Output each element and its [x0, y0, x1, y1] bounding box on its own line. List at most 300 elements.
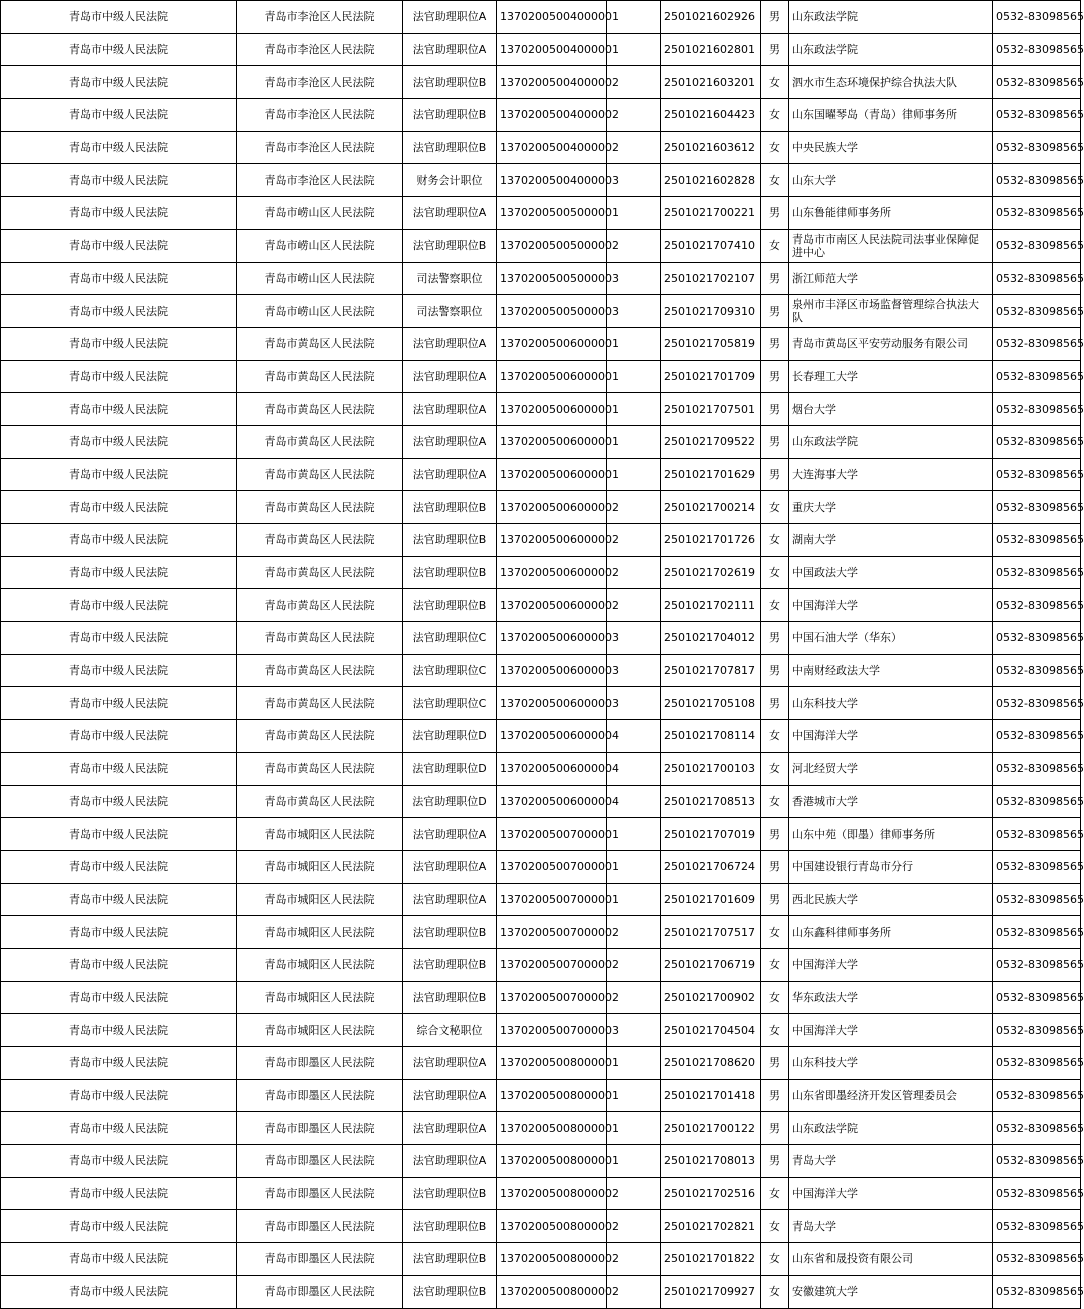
position-code-cell: 13702005008000001	[497, 1047, 607, 1080]
gender-cell: 男	[761, 33, 789, 66]
exam-number-cell: 2501021708013	[661, 1145, 761, 1178]
phone-cell: 0532-83098565	[993, 622, 1081, 655]
parent-court-cell: 青岛市中级人民法院	[1, 916, 237, 949]
phone-cell: 0532-83098565	[993, 948, 1081, 981]
phone-cell: 0532-83098565	[993, 1, 1081, 34]
position-code-cell: 13702005007000001	[497, 818, 607, 851]
parent-court-cell: 青岛市中级人民法院	[1, 197, 237, 230]
workplace-cell: 山东政法学院	[789, 33, 993, 66]
table-row	[1, 622, 1081, 655]
court-cell: 青岛市城阳区人民法院	[237, 916, 403, 949]
court-cell: 青岛市即墨区人民法院	[237, 1243, 403, 1276]
workplace-cell: 中国海洋大学	[789, 589, 993, 622]
table-row	[1, 458, 1081, 491]
workplace-cell: 中国海洋大学	[789, 720, 993, 753]
parent-court-cell: 青岛市中级人民法院	[1, 164, 237, 197]
table-row	[1, 425, 1081, 458]
table-row	[1, 1014, 1081, 1047]
parent-court-cell: 青岛市中级人民法院	[1, 425, 237, 458]
position-code-cell: 13702005008000001	[497, 1079, 607, 1112]
phone-cell: 0532-83098565	[993, 687, 1081, 720]
exam-number-cell: 2501021702821	[661, 1210, 761, 1243]
gender-cell: 女	[761, 1014, 789, 1047]
exam-number-cell: 2501021702516	[661, 1177, 761, 1210]
position-cell: 法官助理职位A	[403, 458, 497, 491]
workplace-cell: 香港城市大学	[789, 785, 993, 818]
position-code-cell: 13702005004000002	[497, 131, 607, 164]
phone-cell: 0532-83098565	[993, 1210, 1081, 1243]
position-cell: 法官助理职位C	[403, 687, 497, 720]
table-row	[1, 229, 1081, 262]
phone-cell: 0532-83098565	[993, 818, 1081, 851]
court-cell: 青岛市黄岛区人民法院	[237, 622, 403, 655]
exam-number-cell: 2501021702619	[661, 556, 761, 589]
phone-cell: 0532-83098565	[993, 1243, 1081, 1276]
exam-number-cell: 2501021704012	[661, 622, 761, 655]
gender-cell: 女	[761, 1243, 789, 1276]
table-row	[1, 818, 1081, 851]
parent-court-cell: 青岛市中级人民法院	[1, 524, 237, 557]
parent-court-cell: 青岛市中级人民法院	[1, 327, 237, 360]
exam-number-cell: 2501021706724	[661, 850, 761, 883]
position-code-cell: 13702005004000003	[497, 164, 607, 197]
exam-number-cell: 2501021604423	[661, 99, 761, 132]
table-row	[1, 654, 1081, 687]
position-cell: 法官助理职位B	[403, 948, 497, 981]
position-code-cell: 13702005006000004	[497, 720, 607, 753]
court-cell: 青岛市李沧区人民法院	[237, 131, 403, 164]
position-cell: 司法警察职位	[403, 295, 497, 328]
position-code-cell: 13702005008000001	[497, 1112, 607, 1145]
position-code-cell: 13702005007000003	[497, 1014, 607, 1047]
table-row	[1, 1, 1081, 34]
position-cell: 法官助理职位B	[403, 66, 497, 99]
table-row	[1, 1243, 1081, 1276]
phone-cell: 0532-83098565	[993, 720, 1081, 753]
phone-cell: 0532-83098565	[993, 295, 1081, 328]
phone-cell: 0532-83098565	[993, 1112, 1081, 1145]
parent-court-cell: 青岛市中级人民法院	[1, 687, 237, 720]
gender-cell: 男	[761, 818, 789, 851]
exam-number-cell: 2501021707019	[661, 818, 761, 851]
parent-court-cell: 青岛市中级人民法院	[1, 752, 237, 785]
position-code-cell: 13702005005000003	[497, 295, 607, 328]
gender-cell: 男	[761, 262, 789, 295]
phone-cell: 0532-83098565	[993, 491, 1081, 524]
court-cell: 青岛市黄岛区人民法院	[237, 393, 403, 426]
workplace-cell: 大连海事大学	[789, 458, 993, 491]
workplace-cell: 华东政法大学	[789, 981, 993, 1014]
phone-cell: 0532-83098565	[993, 393, 1081, 426]
phone-cell: 0532-83098565	[993, 458, 1081, 491]
parent-court-cell: 青岛市中级人民法院	[1, 229, 237, 262]
phone-cell: 0532-83098565	[993, 981, 1081, 1014]
court-cell: 青岛市黄岛区人民法院	[237, 360, 403, 393]
court-cell: 青岛市即墨区人民法院	[237, 1047, 403, 1080]
gender-cell: 男	[761, 883, 789, 916]
workplace-cell: 山东政法学院	[789, 1, 993, 34]
position-code-cell: 13702005006000001	[497, 393, 607, 426]
parent-court-cell: 青岛市中级人民法院	[1, 458, 237, 491]
court-cell: 青岛市城阳区人民法院	[237, 850, 403, 883]
table-row	[1, 491, 1081, 524]
position-cell: 法官助理职位A	[403, 1, 497, 34]
exam-number-cell: 2501021709522	[661, 425, 761, 458]
exam-number-cell: 2501021701726	[661, 524, 761, 557]
parent-court-cell: 青岛市中级人民法院	[1, 850, 237, 883]
workplace-cell: 中国海洋大学	[789, 1014, 993, 1047]
court-cell: 青岛市城阳区人民法院	[237, 981, 403, 1014]
phone-cell: 0532-83098565	[993, 556, 1081, 589]
court-cell: 青岛市黄岛区人民法院	[237, 785, 403, 818]
exam-number-cell: 2501021705819	[661, 327, 761, 360]
workplace-cell: 山东中苑（即墨）律师事务所	[789, 818, 993, 851]
exam-number-cell: 2501021704504	[661, 1014, 761, 1047]
parent-court-cell: 青岛市中级人民法院	[1, 262, 237, 295]
position-code-cell: 13702005004000002	[497, 66, 607, 99]
court-cell: 青岛市黄岛区人民法院	[237, 720, 403, 753]
position-code-cell: 13702005006000001	[497, 360, 607, 393]
court-cell: 青岛市城阳区人民法院	[237, 948, 403, 981]
parent-court-cell: 青岛市中级人民法院	[1, 785, 237, 818]
gender-cell: 女	[761, 916, 789, 949]
position-code-cell: 13702005006000003	[497, 687, 607, 720]
position-code-cell: 13702005007000002	[497, 948, 607, 981]
workplace-cell: 青岛大学	[789, 1210, 993, 1243]
parent-court-cell: 青岛市中级人民法院	[1, 66, 237, 99]
table-row	[1, 99, 1081, 132]
court-cell: 青岛市即墨区人民法院	[237, 1145, 403, 1178]
position-cell: 法官助理职位A	[403, 33, 497, 66]
parent-court-cell: 青岛市中级人民法院	[1, 654, 237, 687]
phone-cell: 0532-83098565	[993, 752, 1081, 785]
exam-number-cell: 2501021702107	[661, 262, 761, 295]
parent-court-cell: 青岛市中级人民法院	[1, 1112, 237, 1145]
phone-cell: 0532-83098565	[993, 131, 1081, 164]
table-row	[1, 66, 1081, 99]
gender-cell: 男	[761, 327, 789, 360]
parent-court-cell: 青岛市中级人民法院	[1, 556, 237, 589]
parent-court-cell: 青岛市中级人民法院	[1, 1145, 237, 1178]
court-cell: 青岛市黄岛区人民法院	[237, 524, 403, 557]
phone-cell: 0532-83098565	[993, 1014, 1081, 1047]
workplace-cell: 山东省和晟投资有限公司	[789, 1243, 993, 1276]
position-cell: 法官助理职位D	[403, 720, 497, 753]
gender-cell: 女	[761, 229, 789, 262]
position-code-cell: 13702005006000002	[497, 491, 607, 524]
exam-number-cell: 2501021707817	[661, 654, 761, 687]
position-code-cell: 13702005006000003	[497, 622, 607, 655]
gender-cell: 女	[761, 66, 789, 99]
position-cell: 法官助理职位A	[403, 197, 497, 230]
workplace-cell: 重庆大学	[789, 491, 993, 524]
gender-cell: 女	[761, 131, 789, 164]
phone-cell: 0532-83098565	[993, 229, 1081, 262]
table-row	[1, 524, 1081, 557]
exam-number-cell: 2501021602828	[661, 164, 761, 197]
court-cell: 青岛市李沧区人民法院	[237, 1, 403, 34]
table-row	[1, 1275, 1081, 1308]
exam-number-cell: 2501021709310	[661, 295, 761, 328]
court-cell: 青岛市即墨区人民法院	[237, 1079, 403, 1112]
gender-cell: 男	[761, 393, 789, 426]
phone-cell: 0532-83098565	[993, 164, 1081, 197]
court-cell: 青岛市崂山区人民法院	[237, 295, 403, 328]
court-cell: 青岛市黄岛区人民法院	[237, 425, 403, 458]
gender-cell: 女	[761, 1210, 789, 1243]
position-cell: 法官助理职位A	[403, 883, 497, 916]
gender-cell: 女	[761, 164, 789, 197]
table-row	[1, 589, 1081, 622]
parent-court-cell: 青岛市中级人民法院	[1, 948, 237, 981]
phone-cell: 0532-83098565	[993, 360, 1081, 393]
workplace-cell: 中央民族大学	[789, 131, 993, 164]
table-row	[1, 327, 1081, 360]
exam-number-cell: 2501021701709	[661, 360, 761, 393]
table-row	[1, 1177, 1081, 1210]
phone-cell: 0532-83098565	[993, 1145, 1081, 1178]
gender-cell: 男	[761, 1145, 789, 1178]
gender-cell: 女	[761, 1275, 789, 1308]
table-row	[1, 981, 1081, 1014]
exam-number-cell: 2501021700214	[661, 491, 761, 524]
exam-number-cell: 2501021603201	[661, 66, 761, 99]
gender-cell: 女	[761, 1177, 789, 1210]
phone-cell: 0532-83098565	[993, 883, 1081, 916]
parent-court-cell: 青岛市中级人民法院	[1, 360, 237, 393]
workplace-cell: 青岛市市南区人民法院司法事业保障促进中心	[789, 229, 993, 262]
table-row	[1, 164, 1081, 197]
parent-court-cell: 青岛市中级人民法院	[1, 1079, 237, 1112]
position-cell: 法官助理职位B	[403, 589, 497, 622]
position-cell: 法官助理职位B	[403, 981, 497, 1014]
position-cell: 法官助理职位B	[403, 1243, 497, 1276]
exam-number-cell: 2501021707517	[661, 916, 761, 949]
workplace-cell: 山东国曜琴岛（青岛）律师事务所	[789, 99, 993, 132]
position-code-cell: 13702005008000001	[497, 1145, 607, 1178]
parent-court-cell: 青岛市中级人民法院	[1, 99, 237, 132]
table-row	[1, 197, 1081, 230]
workplace-cell: 山东科技大学	[789, 687, 993, 720]
position-cell: 法官助理职位B	[403, 1177, 497, 1210]
position-code-cell: 13702005007000001	[497, 883, 607, 916]
court-cell: 青岛市黄岛区人民法院	[237, 589, 403, 622]
exam-number-cell: 2501021700902	[661, 981, 761, 1014]
workplace-cell: 中南财经政法大学	[789, 654, 993, 687]
gender-cell: 男	[761, 295, 789, 328]
gender-cell: 女	[761, 752, 789, 785]
position-cell: 法官助理职位A	[403, 393, 497, 426]
court-cell: 青岛市李沧区人民法院	[237, 99, 403, 132]
table-row	[1, 850, 1081, 883]
parent-court-cell: 青岛市中级人民法院	[1, 883, 237, 916]
workplace-cell: 山东政法学院	[789, 1112, 993, 1145]
gender-cell: 男	[761, 360, 789, 393]
gender-cell: 女	[761, 491, 789, 524]
position-cell: 法官助理职位A	[403, 1112, 497, 1145]
table-row	[1, 556, 1081, 589]
position-cell: 法官助理职位B	[403, 1210, 497, 1243]
position-cell: 法官助理职位A	[403, 425, 497, 458]
position-code-cell: 13702005008000002	[497, 1210, 607, 1243]
workplace-cell: 青岛大学	[789, 1145, 993, 1178]
table-row	[1, 1112, 1081, 1145]
exam-number-cell: 2501021708114	[661, 720, 761, 753]
gender-cell: 男	[761, 850, 789, 883]
phone-cell: 0532-83098565	[993, 850, 1081, 883]
position-code-cell: 13702005008000002	[497, 1275, 607, 1308]
parent-court-cell: 青岛市中级人民法院	[1, 1, 237, 34]
table-row	[1, 687, 1081, 720]
exam-number-cell: 2501021701418	[661, 1079, 761, 1112]
position-cell: 法官助理职位A	[403, 1145, 497, 1178]
position-code-cell: 13702005004000001	[497, 1, 607, 34]
court-cell: 青岛市李沧区人民法院	[237, 33, 403, 66]
position-code-cell: 13702005005000002	[497, 229, 607, 262]
exam-number-cell: 2501021700122	[661, 1112, 761, 1145]
parent-court-cell: 青岛市中级人民法院	[1, 393, 237, 426]
table-row	[1, 1210, 1081, 1243]
workplace-cell: 山东鑫科律师事务所	[789, 916, 993, 949]
court-cell: 青岛市城阳区人民法院	[237, 818, 403, 851]
gender-cell: 男	[761, 197, 789, 230]
parent-court-cell: 青岛市中级人民法院	[1, 1275, 237, 1308]
parent-court-cell: 青岛市中级人民法院	[1, 818, 237, 851]
workplace-cell: 中国建设银行青岛市分行	[789, 850, 993, 883]
position-cell: 法官助理职位C	[403, 622, 497, 655]
court-cell: 青岛市崂山区人民法院	[237, 197, 403, 230]
position-cell: 综合文秘职位	[403, 1014, 497, 1047]
workplace-cell: 中国石油大学（华东）	[789, 622, 993, 655]
position-cell: 法官助理职位B	[403, 131, 497, 164]
court-cell: 青岛市黄岛区人民法院	[237, 458, 403, 491]
table-row	[1, 1047, 1081, 1080]
gender-cell: 男	[761, 458, 789, 491]
parent-court-cell: 青岛市中级人民法院	[1, 1177, 237, 1210]
workplace-cell: 烟台大学	[789, 393, 993, 426]
parent-court-cell: 青岛市中级人民法院	[1, 981, 237, 1014]
position-cell: 法官助理职位C	[403, 654, 497, 687]
workplace-cell: 浙江师范大学	[789, 262, 993, 295]
position-cell: 法官助理职位A	[403, 1047, 497, 1080]
phone-cell: 0532-83098565	[993, 1047, 1081, 1080]
exam-number-cell: 2501021706719	[661, 948, 761, 981]
gender-cell: 女	[761, 556, 789, 589]
court-cell: 青岛市崂山区人民法院	[237, 229, 403, 262]
position-cell: 法官助理职位B	[403, 524, 497, 557]
workplace-cell: 西北民族大学	[789, 883, 993, 916]
court-cell: 青岛市黄岛区人民法院	[237, 491, 403, 524]
workplace-cell: 河北经贸大学	[789, 752, 993, 785]
parent-court-cell: 青岛市中级人民法院	[1, 1014, 237, 1047]
parent-court-cell: 青岛市中级人民法院	[1, 131, 237, 164]
court-cell: 青岛市黄岛区人民法院	[237, 327, 403, 360]
phone-cell: 0532-83098565	[993, 1177, 1081, 1210]
position-cell: 法官助理职位A	[403, 327, 497, 360]
position-cell: 法官助理职位A	[403, 360, 497, 393]
table-row	[1, 883, 1081, 916]
phone-cell: 0532-83098565	[993, 589, 1081, 622]
workplace-cell: 山东大学	[789, 164, 993, 197]
gender-cell: 男	[761, 1079, 789, 1112]
exam-number-cell: 2501021707410	[661, 229, 761, 262]
parent-court-cell: 青岛市中级人民法院	[1, 1243, 237, 1276]
workplace-cell: 长春理工大学	[789, 360, 993, 393]
position-code-cell: 13702005007000002	[497, 981, 607, 1014]
court-cell: 青岛市黄岛区人民法院	[237, 687, 403, 720]
workplace-cell: 中国海洋大学	[789, 1177, 993, 1210]
position-code-cell: 13702005004000002	[497, 99, 607, 132]
position-cell: 法官助理职位B	[403, 556, 497, 589]
parent-court-cell: 青岛市中级人民法院	[1, 589, 237, 622]
table-row	[1, 720, 1081, 753]
workplace-cell: 中国海洋大学	[789, 948, 993, 981]
workplace-cell: 山东科技大学	[789, 1047, 993, 1080]
exam-number-cell: 2501021701822	[661, 1243, 761, 1276]
court-cell: 青岛市黄岛区人民法院	[237, 654, 403, 687]
court-cell: 青岛市李沧区人民法院	[237, 66, 403, 99]
gender-cell: 女	[761, 720, 789, 753]
court-cell: 青岛市即墨区人民法院	[237, 1112, 403, 1145]
table-body	[1, 1, 1084, 1309]
parent-court-cell: 青岛市中级人民法院	[1, 1047, 237, 1080]
table-row	[1, 1145, 1081, 1178]
position-code-cell: 13702005006000002	[497, 589, 607, 622]
phone-cell: 0532-83098565	[993, 654, 1081, 687]
phone-cell: 0532-83098565	[993, 1275, 1081, 1308]
position-code-cell: 13702005007000002	[497, 916, 607, 949]
position-code-cell: 13702005004000001	[497, 33, 607, 66]
exam-number-cell: 2501021602926	[661, 1, 761, 34]
table-row	[1, 393, 1081, 426]
exam-number-cell: 2501021701629	[661, 458, 761, 491]
gender-cell: 女	[761, 99, 789, 132]
table-row	[1, 1079, 1081, 1112]
gender-cell: 男	[761, 425, 789, 458]
exam-number-cell: 2501021701609	[661, 883, 761, 916]
court-cell: 青岛市李沧区人民法院	[237, 164, 403, 197]
position-cell: 法官助理职位A	[403, 818, 497, 851]
phone-cell: 0532-83098565	[993, 425, 1081, 458]
position-cell: 法官助理职位B	[403, 229, 497, 262]
position-code-cell: 13702005006000001	[497, 458, 607, 491]
position-code-cell: 13702005005000003	[497, 262, 607, 295]
phone-cell: 0532-83098565	[993, 66, 1081, 99]
position-cell: 法官助理职位B	[403, 491, 497, 524]
court-cell: 青岛市即墨区人民法院	[237, 1177, 403, 1210]
position-code-cell: 13702005007000001	[497, 850, 607, 883]
position-cell: 法官助理职位D	[403, 752, 497, 785]
table-row	[1, 752, 1081, 785]
phone-cell: 0532-83098565	[993, 262, 1081, 295]
gender-cell: 男	[761, 1, 789, 34]
phone-cell: 0532-83098565	[993, 1079, 1081, 1112]
position-cell: 法官助理职位B	[403, 916, 497, 949]
position-code-cell: 13702005006000004	[497, 752, 607, 785]
workplace-cell: 安徽建筑大学	[789, 1275, 993, 1308]
exam-number-cell: 2501021700221	[661, 197, 761, 230]
table-row	[1, 785, 1081, 818]
position-code-cell: 13702005006000004	[497, 785, 607, 818]
court-cell: 青岛市城阳区人民法院	[237, 1014, 403, 1047]
workplace-cell: 山东省即墨经济开发区管理委员会	[789, 1079, 993, 1112]
workplace-cell: 中国政法大学	[789, 556, 993, 589]
gender-cell: 男	[761, 687, 789, 720]
position-code-cell: 13702005006000002	[497, 524, 607, 557]
position-code-cell: 13702005005000001	[497, 197, 607, 230]
position-cell: 法官助理职位D	[403, 785, 497, 818]
court-cell: 青岛市黄岛区人民法院	[237, 752, 403, 785]
